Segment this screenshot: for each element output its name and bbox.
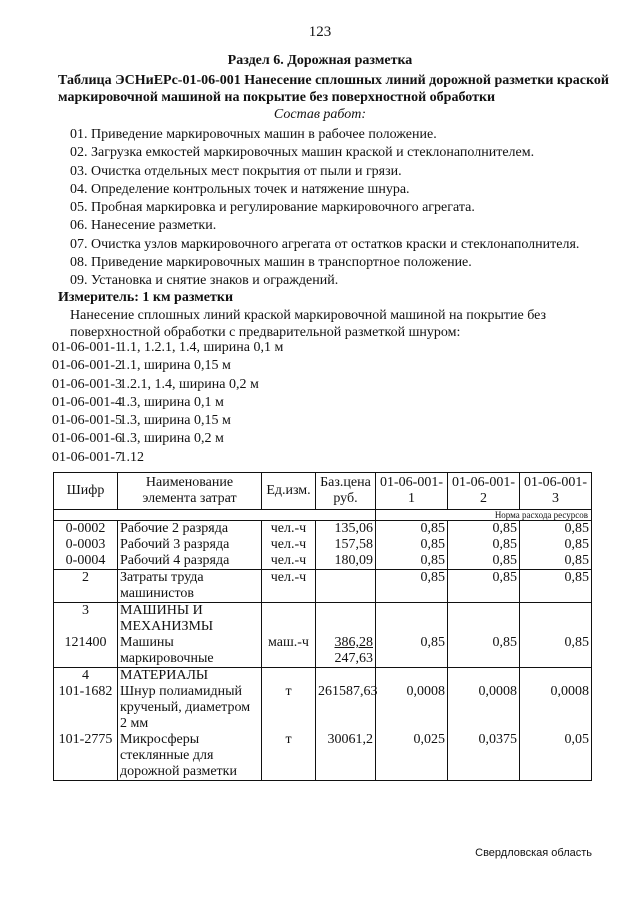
- cell-price: [316, 570, 376, 603]
- header-col-3: 01-06-001-3: [520, 473, 592, 510]
- code-text: 1.2.1, 1.4, ширина 0,2 м: [119, 376, 259, 392]
- group-row: [54, 603, 592, 636]
- code-id: 01-06-001-3: [52, 376, 122, 392]
- cell-code: 2: [54, 570, 118, 603]
- cell-price: 30061,2: [316, 732, 376, 781]
- cell-value: 0,85: [520, 570, 592, 603]
- cell-value: 0,85: [448, 635, 520, 668]
- cell-value: 0,0375: [448, 732, 520, 781]
- cell-value: 0,85: [448, 553, 520, 570]
- cell-code: 0-0003: [54, 537, 118, 553]
- code-item: [52, 394, 283, 412]
- cell-price: 135,06: [316, 521, 376, 538]
- header-col-2: 01-06-001-2: [448, 473, 520, 510]
- code-text: 1.3, ширина 0,1 м: [119, 394, 224, 410]
- group-code: 4: [54, 668, 118, 685]
- section-title: Раздел 6. Дорожная разметка: [227, 53, 413, 68]
- composition-heading: Состав работ:: [273, 107, 367, 122]
- resources-table: [53, 472, 592, 781]
- code-item: [52, 357, 283, 375]
- cell-value: 0,0008: [520, 684, 592, 732]
- code-id: 01-06-001-1: [52, 340, 122, 355]
- work-item: 04. Определение контрольных точек и натяжение шнура.: [70, 181, 410, 197]
- code-text: 1.3, ширина 0,15 м: [119, 413, 231, 429]
- meter: Измеритель: 1 км разметки: [58, 290, 234, 305]
- table-row: [54, 553, 592, 570]
- table-row: [54, 684, 592, 732]
- group-name: МАТЕРИАЛЫ: [118, 668, 262, 685]
- cell-unit: чел.-ч: [262, 570, 316, 603]
- cell-value: 0,85: [520, 553, 592, 570]
- code-item: [52, 339, 283, 357]
- cell-value: 0,85: [520, 635, 592, 668]
- cell-name: Шнур полиамидный крученый, диаметром 2 мм: [118, 684, 262, 732]
- cell-name: Рабочий 3 разряда: [118, 537, 262, 553]
- code-item: [52, 430, 283, 448]
- table-row: [54, 537, 592, 553]
- work-item: 03. Очистка отдельных мест покрытия от пыли и грязи.: [70, 163, 402, 179]
- table-header-row: [54, 473, 592, 510]
- code-id: 01-06-001-4: [52, 394, 122, 410]
- cell-code: 101-1682: [54, 684, 118, 732]
- cell-unit: чел.-ч: [262, 537, 316, 553]
- header-name: Наименование элемента затрат: [118, 473, 262, 510]
- group-name: МАШИНЫ И МЕХАНИЗМЫ: [118, 603, 262, 636]
- table-row: [54, 732, 592, 781]
- cell-price: 180,09: [316, 553, 376, 570]
- cell-value: 0,025: [376, 732, 448, 781]
- cell-unit: чел.-ч: [262, 553, 316, 570]
- description: Нанесение сплошных линий краской маркировочной машиной на покрытие без поверхностной обработки с предварительной разметкой шнуром:: [70, 308, 547, 340]
- cell-value: 0,85: [376, 570, 448, 603]
- code-id: 01-06-001-5: [52, 413, 122, 429]
- price-bottom: 247,63: [334, 651, 373, 666]
- code-text: 1.3, ширина 0,2 м: [119, 431, 224, 447]
- work-item: 09. Установка и снятие знаков и ограждений.: [70, 273, 339, 289]
- cell-value: 0,0008: [448, 684, 520, 732]
- cell-value: 0,85: [376, 521, 448, 538]
- work-item: 05. Пробная маркировка и регулирование маркировочного агрегата.: [70, 200, 475, 216]
- cell-value: 0,85: [376, 553, 448, 570]
- group-row: [54, 668, 592, 685]
- cell-name: Затраты труда машинистов: [118, 570, 262, 603]
- footer-region: Свердловская область: [475, 847, 592, 859]
- cell-price: [316, 635, 376, 668]
- header-price: Баз.цена руб.: [316, 473, 376, 510]
- price-top: 386,28: [334, 635, 373, 650]
- code-id: 01-06-001-6: [52, 431, 122, 447]
- cell-code: 121400: [54, 635, 118, 668]
- cell-unit: чел.-ч: [262, 521, 316, 538]
- cell-value: 0,85: [520, 521, 592, 538]
- header-col-1: 01-06-001-1: [376, 473, 448, 510]
- page-number: 123: [308, 24, 332, 40]
- cell-code: 0-0004: [54, 553, 118, 570]
- work-item: 08. Приведение маркировочных машин в транспортное положение.: [70, 255, 472, 271]
- norm-row: [54, 510, 592, 521]
- cell-unit: маш.-ч: [262, 635, 316, 668]
- work-item: 01. Приведение маркировочных машин в рабочее положение.: [70, 127, 437, 142]
- header-unit: Ед.изм.: [262, 473, 316, 510]
- cell-value: 0,85: [448, 537, 520, 553]
- table-row: [54, 570, 592, 603]
- cell-price: 157,58: [316, 537, 376, 553]
- cell-code: 0-0002: [54, 521, 118, 538]
- work-item: 06. Нанесение разметки.: [70, 218, 217, 234]
- work-item: 02. Загрузка емкостей маркировочных машин краской и стеклонаполнителем.: [70, 145, 535, 161]
- cell-value: 0,0008: [376, 684, 448, 732]
- code-text: 1.12: [119, 449, 144, 465]
- cell-code: 101-2775: [54, 732, 118, 781]
- cell-name: Микросферы стеклянные для дорожной разметки: [118, 732, 262, 781]
- table-row: [54, 521, 592, 538]
- cell-value: 0,85: [376, 635, 448, 668]
- cell-value: 0,85: [376, 537, 448, 553]
- table-row: [54, 635, 592, 668]
- cell-unit: т: [262, 732, 316, 781]
- code-id: 01-06-001-7: [52, 449, 122, 465]
- codes-list: [52, 339, 283, 467]
- cell-name: Машины маркировочные: [118, 635, 262, 668]
- cell-unit: т: [262, 684, 316, 732]
- code-item: [52, 376, 283, 394]
- works-list: [70, 126, 579, 291]
- header-code: Шифр: [54, 473, 118, 510]
- cell-value: 0,85: [448, 521, 520, 538]
- cell-value: 0,85: [520, 537, 592, 553]
- cell-price: 261587,63: [316, 684, 376, 732]
- norm-label: Норма расхода ресурсов: [376, 510, 592, 521]
- group-code: 3: [54, 603, 118, 636]
- work-item: 07. Очистка узлов маркировочного агрегата от остатков краски и стеклонаполнителя.: [70, 236, 580, 252]
- code-text: 1.1, ширина 0,15 м: [119, 358, 231, 374]
- cell-name: Рабочий 4 разряда: [118, 553, 262, 570]
- cell-value: 0,05: [520, 732, 592, 781]
- table-title: Таблица ЭСНиЕРс-01-06-001 Нанесение сплошных линий дорожной разметки краской маркировочной машиной на покрытие без поверхностной обработки: [58, 73, 609, 105]
- cell-name: Рабочие 2 разряда: [118, 521, 262, 538]
- cell-value: 0,85: [448, 570, 520, 603]
- code-id: 01-06-001-2: [52, 358, 122, 374]
- code-item: [52, 412, 283, 430]
- code-item: [52, 449, 283, 467]
- code-text: 1.1, 1.2.1, 1.4, ширина 0,1 м: [119, 340, 284, 355]
